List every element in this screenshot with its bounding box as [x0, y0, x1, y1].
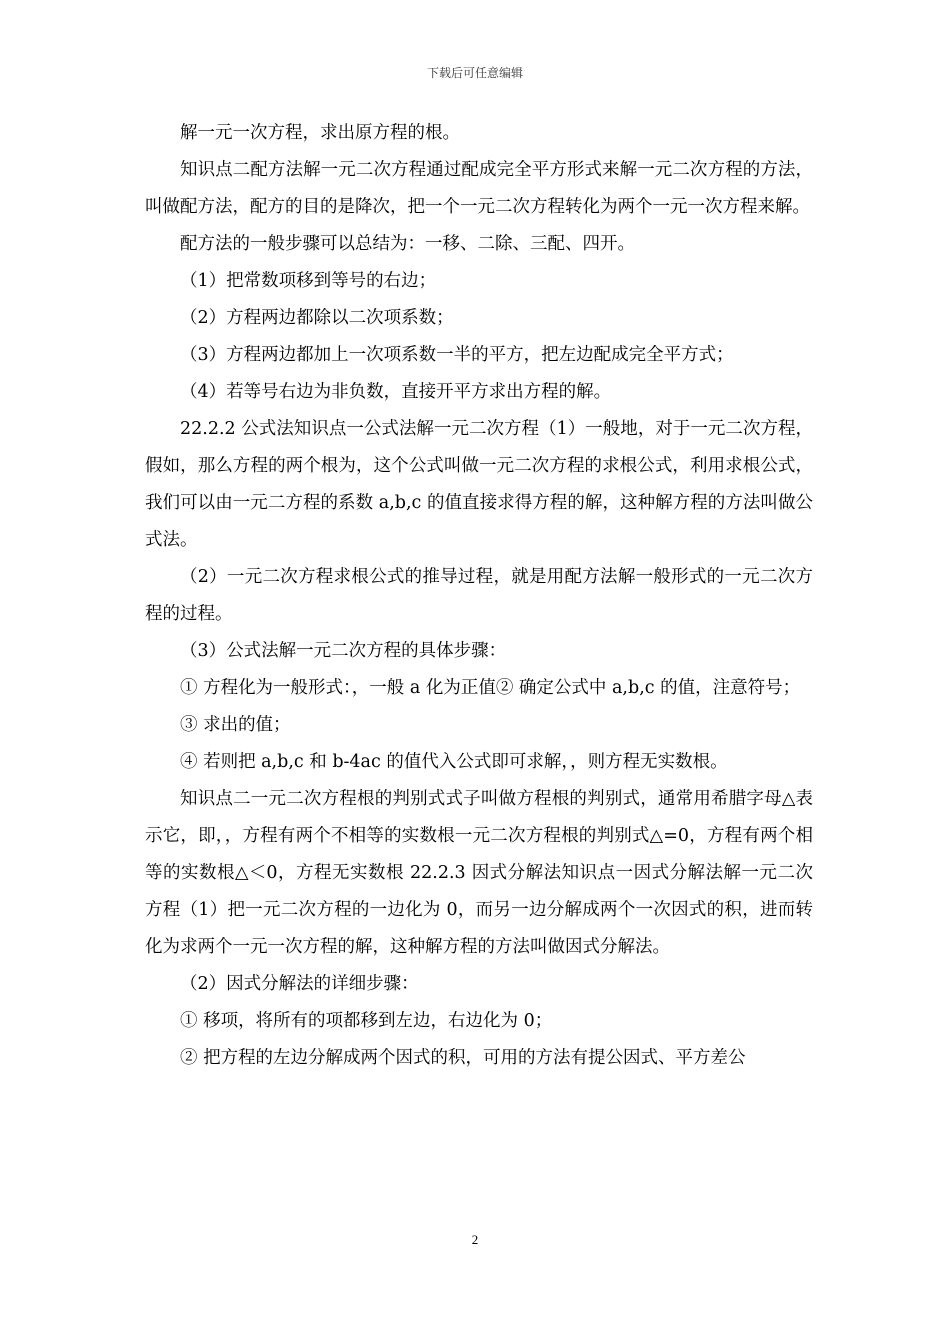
paragraph: ③ 求出的值； [180, 715, 291, 735]
paragraph: ④ 若则把 a,b,c 和 b-4ac 的值代入公式即可求解，，则方程无实数根。 [180, 752, 728, 772]
paragraph: 知识点二一元二次方程根的判别式式子叫做方程根的判别式，通常用希腊字母△表示它，即，，方程有两个不相等的实数根一元二次方程根的判别式△=0，方程有两个相等的实数根△＜0，方程无实数根 22.2.3 因式分解法知识点一因式分解法解一元二次方程（1）把一元二次方程的一边化为 0，而另一边分解成两个一次因式的积，进而转化为求两个一元一次方程的解，这种解方程的方法叫做因式分解法。 [145, 789, 813, 957]
paragraph: （3）方程两边都加上一次项系数一半的平方，把左边配成完全平方式； [180, 345, 734, 365]
document-body [145, 115, 813, 1077]
paragraph: ① 移项，将所有的项都移到左边，右边化为 0； [180, 1011, 553, 1031]
paragraph: （2）一元二次方程求根公式的推导过程，就是用配方法解一般形式的一元二次方程的过程。 [145, 567, 813, 624]
page-header: 下载后可任意编辑 [426, 66, 523, 80]
paragraph: 配方法的一般步骤可以总结为：一移、二除、三配、四开。 [180, 234, 635, 254]
page-number: 2 [471, 1232, 479, 1247]
paragraph: （4）若等号右边为非负数，直接开平方求出方程的解。 [180, 382, 612, 402]
paragraph: ② 把方程的左边分解成两个因式的积，可用的方法有提公因式、平方差公 [180, 1048, 746, 1068]
paragraph: 解一元一次方程，求出原方程的根。 [180, 123, 460, 143]
paragraph: ① 方程化为一般形式：，一般 a 化为正值② 确定公式中 a,b,c 的值，注意符号； [180, 678, 801, 698]
paragraph: （2）方程两边都除以二次项系数； [180, 308, 454, 328]
paragraph: （3）公式法解一元二次方程的具体步骤： [180, 641, 507, 661]
paragraph: （1）把常数项移到等号的右边； [180, 271, 437, 291]
paragraph: 知识点二配方法解一元二次方程通过配成完全平方形式来解一元二次方程的方法，叫做配方法，配方的目的是降次，把一个一元二次方程转化为两个一元一次方程来解。 [145, 160, 813, 217]
paragraph: （2）因式分解法的详细步骤： [180, 974, 419, 994]
paragraph: 22.2.2 公式法知识点一公式法解一元二次方程（1）一般地，对于一元二次方程，假如，那么方程的两个根为，这个公式叫做一元二次方程的求根公式，利用求根公式，我们可以由一元二方程的系数 a,b,c 的值直接求得方程的解，这种解方程的方法叫做公式法。 [145, 419, 813, 550]
